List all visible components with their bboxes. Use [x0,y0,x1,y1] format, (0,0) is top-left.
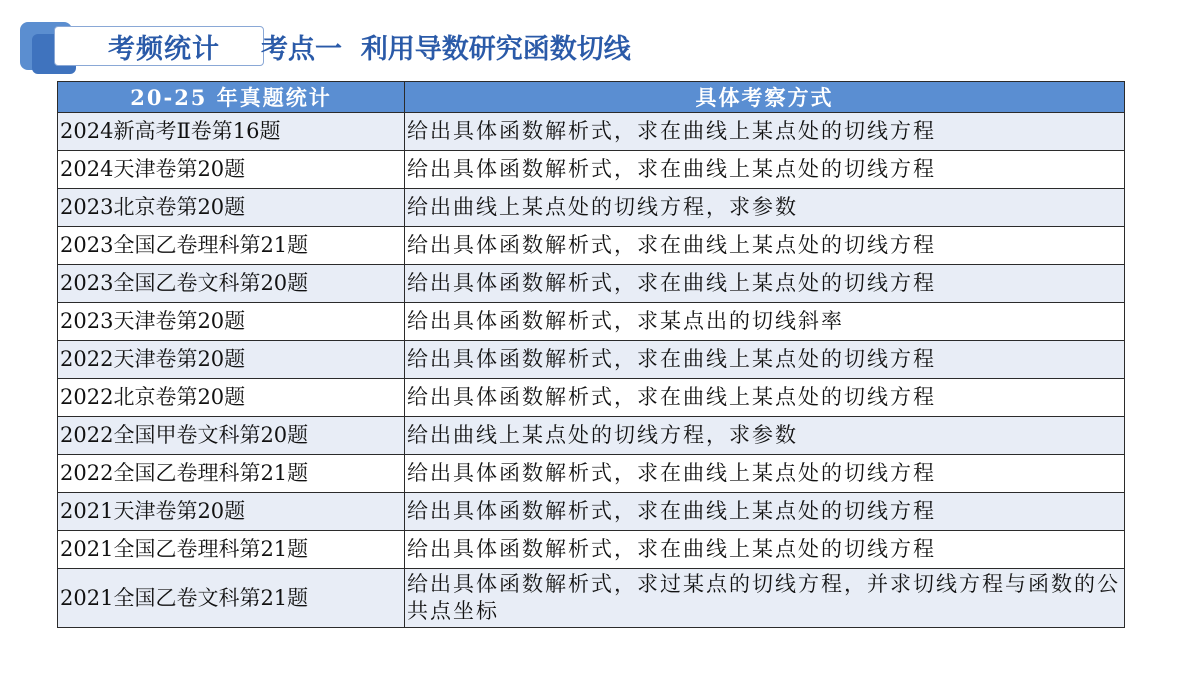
cell-method: 给出曲线上某点处的切线方程，求参数 [405,189,1125,227]
cell-method: 给出具体函数解析式，求在曲线上某点处的切线方程 [405,493,1125,531]
cell-method: 给出具体函数解析式，求在曲线上某点处的切线方程 [405,455,1125,493]
section-badge [20,22,246,70]
cell-method: 给出具体函数解析式，求在曲线上某点处的切线方程 [405,341,1125,379]
column-header-source: 20-25 年真题统计 [58,82,405,113]
cell-source: 2022北京卷第20题 [58,379,405,417]
exam-stats-table [57,81,1125,628]
cell-source: 2023天津卷第20题 [58,303,405,341]
table-row [58,151,1125,189]
cell-source: 2022天津卷第20题 [58,341,405,379]
table-row [58,379,1125,417]
cell-method: 给出具体函数解析式，求过某点的切线方程，并求切线方程与函数的公共点坐标 [405,569,1125,628]
cell-source: 2022全国乙卷理科第21题 [58,455,405,493]
cell-source: 2023全国乙卷理科第21题 [58,227,405,265]
cell-source: 2021天津卷第20题 [58,493,405,531]
cell-method: 给出具体函数解析式，求在曲线上某点处的切线方程 [405,227,1125,265]
cell-method: 给出具体函数解析式，求在曲线上某点处的切线方程 [405,265,1125,303]
page-title: 考点一 利用导数研究函数切线 [261,34,631,65]
cell-method: 给出具体函数解析式，求在曲线上某点处的切线方程 [405,151,1125,189]
cell-source: 2023全国乙卷文科第20题 [58,265,405,303]
table-row [58,531,1125,569]
table-row [58,227,1125,265]
badge-label-box [54,26,264,66]
cell-method: 给出具体函数解析式，求在曲线上某点处的切线方程 [405,379,1125,417]
column-header-method: 具体考察方式 [405,82,1125,113]
cell-source: 2023北京卷第20题 [58,189,405,227]
badge-label: 考频统计 [108,33,220,65]
table-row [58,303,1125,341]
table-row [58,341,1125,379]
table-row [58,265,1125,303]
table-row [58,493,1125,531]
cell-method: 给出具体函数解析式，求某点出的切线斜率 [405,303,1125,341]
table-row [58,113,1125,151]
cell-source: 2021全国乙卷理科第21题 [58,531,405,569]
table-header-row [58,82,1125,113]
table-row [58,455,1125,493]
cell-method: 给出具体函数解析式，求在曲线上某点处的切线方程 [405,113,1125,151]
table-row [58,189,1125,227]
cell-method: 给出曲线上某点处的切线方程，求参数 [405,417,1125,455]
table-row [58,417,1125,455]
table-row [58,569,1125,628]
cell-method: 给出具体函数解析式，求在曲线上某点处的切线方程 [405,531,1125,569]
cell-source: 2022全国甲卷文科第20题 [58,417,405,455]
cell-source: 2024天津卷第20题 [58,151,405,189]
cell-source: 2021全国乙卷文科第21题 [58,569,405,628]
cell-source: 2024新高考Ⅱ卷第16题 [58,113,405,151]
